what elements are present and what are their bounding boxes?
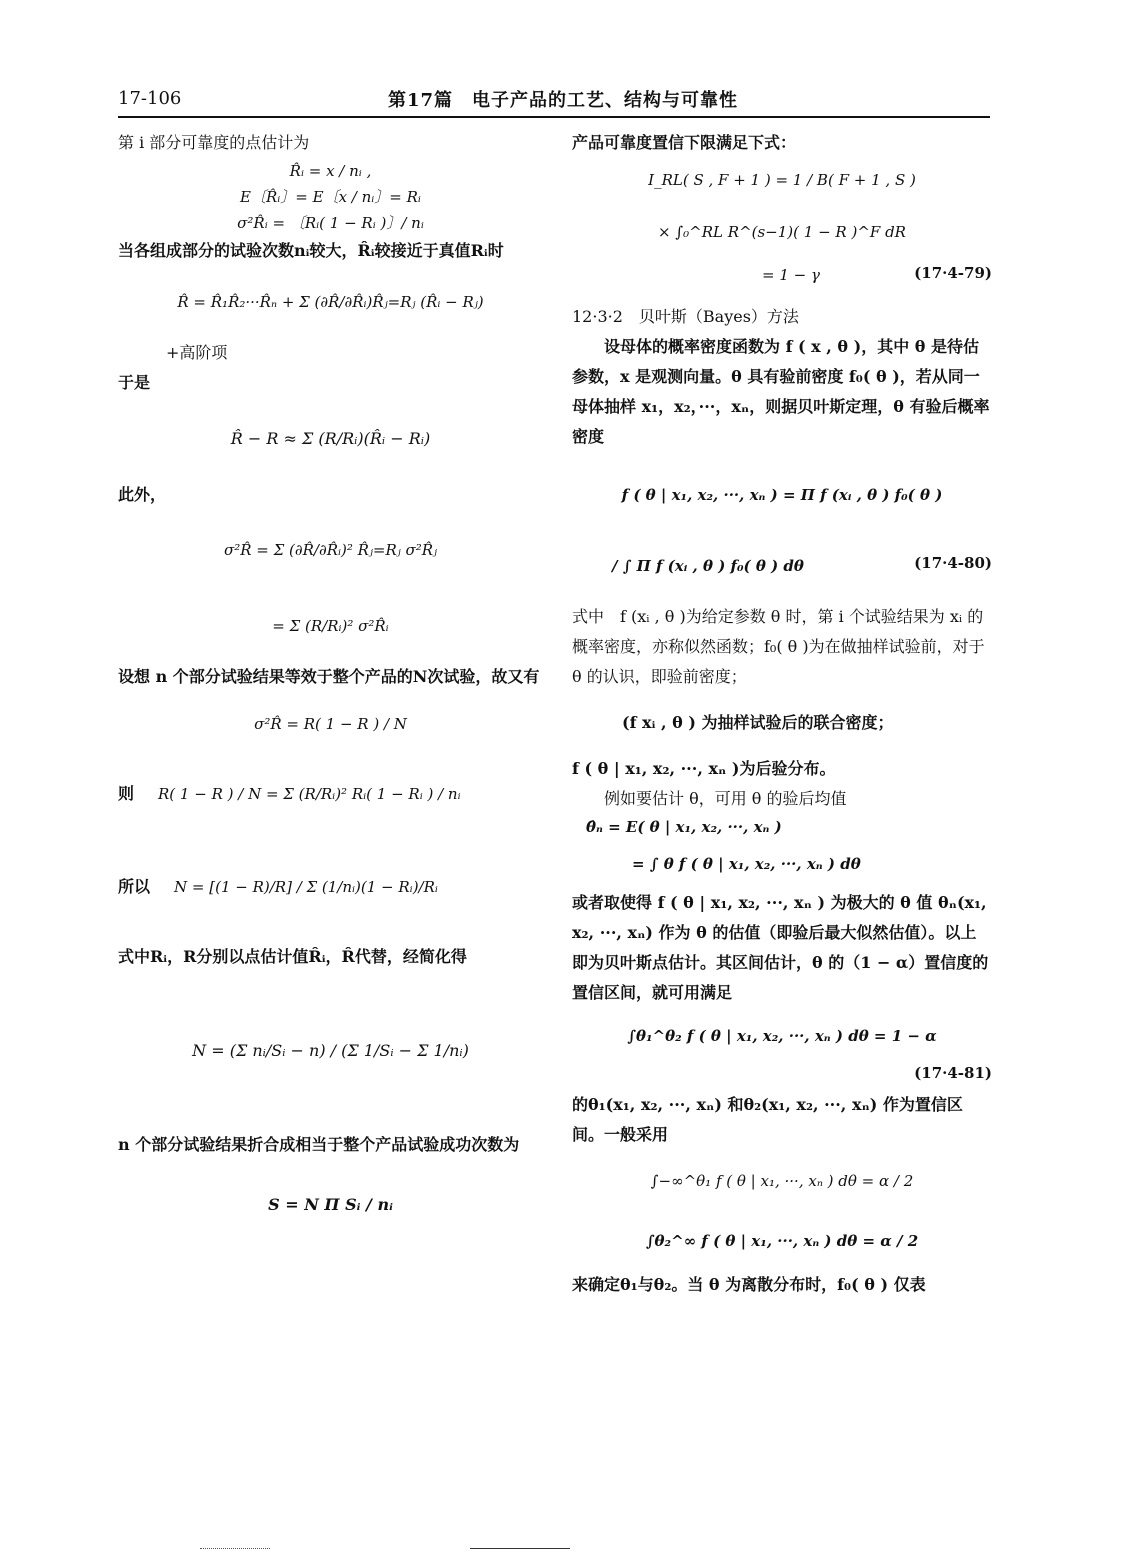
- page-header: [118, 84, 990, 118]
- equation: σ²R̂ = R( 1 − R ) / N: [254, 715, 407, 733]
- paragraph: 设母体的概率密度函数为 f ( x , θ )，其中 θ 是待估参数，x 是观测向量。θ 具有验前密度 f₀( θ )，若从同一母体抽样 x₁，x₂，···，xₙ，则据贝叶斯定理，θ 有验后概率密度: [572, 337, 990, 446]
- equation: / ∫ Π f (xᵢ , θ ) f₀( θ ) dθ: [612, 557, 804, 575]
- paragraph: 来确定θ₁与θ₂。当 θ 为离散分布时，f₀( θ ) 仅表: [572, 1275, 926, 1294]
- equation: E〔R̂ᵢ〕= E〔x / nᵢ〕= Rᵢ: [240, 188, 421, 206]
- equation: × ∫₀^RL R^(s−1)( 1 − R )^F dR: [658, 223, 906, 241]
- paragraph: 当各组成部分的试验次数nᵢ较大，R̂ᵢ较接近于真值Rᵢ时: [118, 241, 504, 260]
- paragraph: 式中Rᵢ，R分别以点估计值R̂ᵢ，R̂代替，经简化得: [118, 947, 467, 966]
- equation: R̂ − R ≈ Σ (R/Rᵢ)(R̂ᵢ − Rᵢ): [230, 429, 431, 448]
- paragraph: (f xᵢ , θ ) 为抽样试验后的联合密度；: [622, 713, 894, 732]
- paragraph: 的θ₁(x₁, x₂, ···, xₙ) 和θ₂(x₁, x₂, ···, xₙ) 作为置信区间。一般采用: [572, 1095, 963, 1144]
- paragraph: 式中 f (xᵢ , θ )为给定参数 θ 时，第 i 个试验结果为 xᵢ 的概率密度，亦称似然函数；f₀( θ )为在做抽样试验前，对于 θ 的认识，即验前密度；: [572, 607, 985, 686]
- equation: = ∫ θ f ( θ | x₁, x₂, ···, xₙ ) dθ: [632, 855, 861, 873]
- label: 则: [118, 784, 135, 803]
- paragraph: 设想 n 个部分试验结果等效于整个产品的N次试验，故又有: [118, 667, 540, 686]
- paragraph: f ( θ | x₁, x₂, ···, xₙ )为后验分布。: [572, 759, 836, 778]
- equation: θ̂ₙ = E( θ | x₁, x₂, ···, xₙ ): [586, 818, 782, 836]
- equation: S = N Π Sᵢ / nᵢ: [268, 1195, 393, 1214]
- paragraph: 或者取使得 f ( θ | x₁, x₂, ···, xₙ ) 为极大的 θ 值 θₙ(x₁, x₂, ···, xₙ) 作为 θ 的估值（即验后最大似然估值）。以上即为贝叶斯点估计。其区间估计，θ 的（1 − α）置信度的置信区间，就可用满足: [572, 893, 989, 1002]
- right-column: [572, 128, 992, 1300]
- equation: = 1 − γ: [762, 266, 820, 284]
- equation: ∫θ₁^θ₂ f ( θ | x₁, x₂, ···, xₙ ) dθ = 1 − α: [627, 1027, 937, 1045]
- equation: = Σ (R/Rᵢ)² σ²R̂ᵢ: [272, 617, 389, 635]
- equation: σ²R̂ᵢ = 〔Rᵢ( 1 − Rᵢ )〕/ nᵢ: [237, 214, 424, 232]
- page-number: 17-106: [118, 88, 182, 109]
- paragraph: 于是: [118, 373, 151, 392]
- equation: ∫−∞^θ₁ f ( θ | x₁, ···, xₙ ) dθ = α / 2: [650, 1172, 914, 1190]
- paragraph: n 个部分试验结果折合成相当于整个产品试验成功次数为: [118, 1135, 520, 1154]
- equation: N = [(1 − R)/R] / Σ (1/nᵢ)(1 − Rᵢ)/Rᵢ: [174, 878, 438, 896]
- equation: ∫θ₂^∞ f ( θ | x₁, ···, xₙ ) dθ = α / 2: [645, 1232, 919, 1250]
- equation: I_RL( S , F + 1 ) = 1 / B( F + 1 , S ): [648, 171, 916, 189]
- section-heading: 12·3·2 贝叶斯（Bayes）方法: [572, 307, 799, 326]
- equation: N = (Σ nᵢ/Sᵢ − n) / (Σ 1/Sᵢ − Σ 1/nᵢ): [192, 1041, 469, 1060]
- label: 所以: [118, 877, 151, 896]
- equation-number: (17·4-79): [914, 264, 992, 282]
- equation-tail: +高阶项: [166, 343, 228, 362]
- paragraph: 例如要估计 θ，可用 θ 的验后均值: [604, 789, 847, 808]
- equation-number: (17·4-80): [914, 554, 992, 572]
- equation: R̂ = R̂₁R̂₂···R̂ₙ + Σ (∂R̂/∂R̂ᵢ)R̂ⱼ=Rⱼ (R̂ᵢ − Rⱼ): [177, 293, 484, 311]
- equation: R( 1 − R ) / N = Σ (R/Rᵢ)² Rᵢ( 1 − Rᵢ ) / nᵢ: [158, 785, 461, 803]
- equation: σ²R̂ = Σ (∂R̂/∂R̂ᵢ)² R̂ⱼ=Rⱼ σ²R̂ⱼ: [223, 541, 438, 559]
- equation: R̂ᵢ = x / nᵢ ,: [289, 162, 372, 180]
- bottom-rule: [200, 1548, 270, 1550]
- chapter-title: 第17篇 电子产品的工艺、结构与可靠性: [388, 90, 739, 111]
- bottom-rule: [470, 1548, 570, 1549]
- paragraph: 产品可靠度置信下限满足下式：: [572, 133, 797, 152]
- equation: f ( θ | x₁, x₂, ···, xₙ ) = Π f (xᵢ , θ ) f₀( θ ): [621, 486, 943, 504]
- left-column: [118, 128, 543, 1250]
- paragraph: 此外，: [118, 485, 167, 504]
- equation-number: (17·4-81): [914, 1064, 992, 1082]
- paragraph: 第 i 部分可靠度的点估计为: [118, 133, 310, 152]
